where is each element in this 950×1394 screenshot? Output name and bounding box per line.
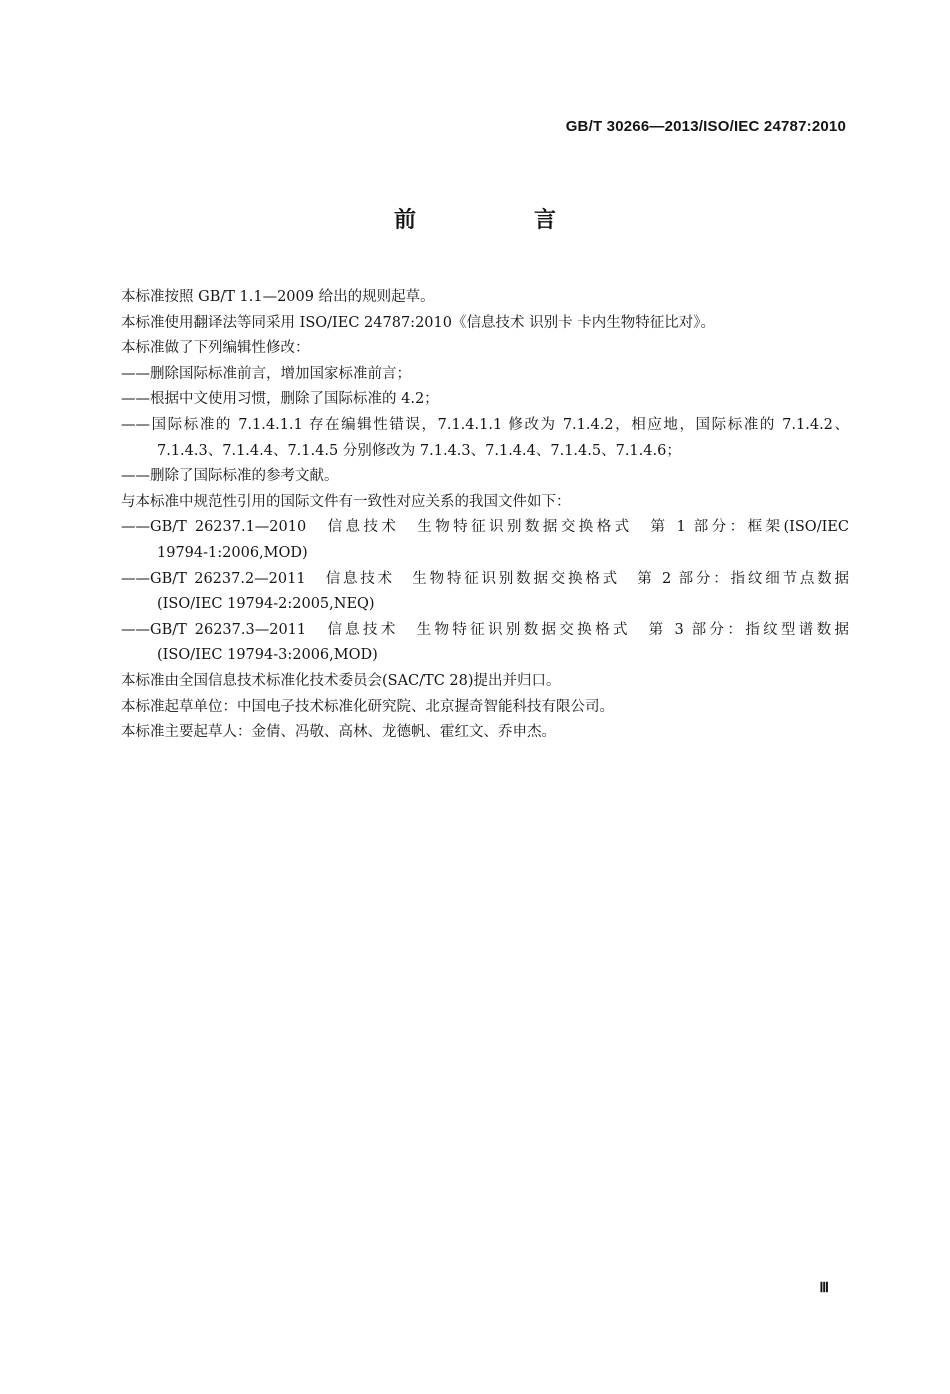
page-title: 前 言 [393,208,604,233]
page-number: Ⅲ [819,1280,829,1296]
paragraph-adoption: 本标准使用翻译法等同采用 ISO/IEC 24787:2010《信息技术 识别卡 卡内生物特征比对》。 [121,314,715,331]
list-item-edit-2: ——根据中文使用习惯，删除了国际标准的 4.2； [121,391,439,408]
list-item-edit-3: ——国际标准的 7.1.4.1.1 存在编辑性错误，7.1.4.1.1 修改为 7.1.4.2，相应地，国际标准的 7.1.4.2、 [121,416,849,433]
paragraph-drafting-units: 本标准起草单位：中国电子技术标准化研究院、北京握奇智能科技有限公司。 [121,698,614,715]
paragraph-edits-intro: 本标准做了下列编辑性修改： [121,340,310,357]
paragraph-drafting-rules: 本标准按照 GB/T 1.1—2009 给出的规则起草。 [121,289,435,305]
paragraph-correspondence-intro: 与本标准中规范性引用的国际文件有一致性对应关系的我国文件如下： [121,493,571,510]
list-item-edit-1: ——删除国际标准前言，增加国家标准前言； [121,365,411,382]
list-item-ref-1-cont: 19794-1:2006,MOD) [157,544,308,561]
list-item-edit-3-cont: 7.1.4.3、7.1.4.4、7.1.4.5 分别修改为 7.1.4.3、7.1.4.4、7.1.4.5、7.1.4.6； [157,442,681,459]
list-item-ref-3: ——GB/T 26237.3—2011 信息技术 生物特征识别数据交换格式 第 3 部分：指纹型谱数据 [121,621,849,638]
standard-code-header: GB/T 30266—2013/ISO/IEC 24787:2010 [565,118,846,135]
list-item-ref-2-cont: (ISO/IEC 19794-2:2005,NEQ) [157,596,375,613]
paragraph-drafters: 本标准主要起草人：金倩、冯敬、高林、龙德帆、霍红文、乔申杰。 [121,724,556,741]
preface-body [121,285,849,746]
list-item-ref-2: ——GB/T 26237.2—2011 信息技术 生物特征识别数据交换格式 第 2 部分：指纹细节点数据 [121,570,849,587]
list-item-ref-3-cont: (ISO/IEC 19794-3:2006,MOD) [157,647,378,664]
paragraph-proposer: 本标准由全国信息技术标准化技术委员会(SAC/TC 28)提出并归口。 [121,672,561,689]
list-item-edit-4: ——删除了国际标准的参考文献。 [121,468,339,485]
list-item-ref-1: ——GB/T 26237.1—2010 信息技术 生物特征识别数据交换格式 第 1 部分：框架(ISO/IEC [121,519,849,536]
